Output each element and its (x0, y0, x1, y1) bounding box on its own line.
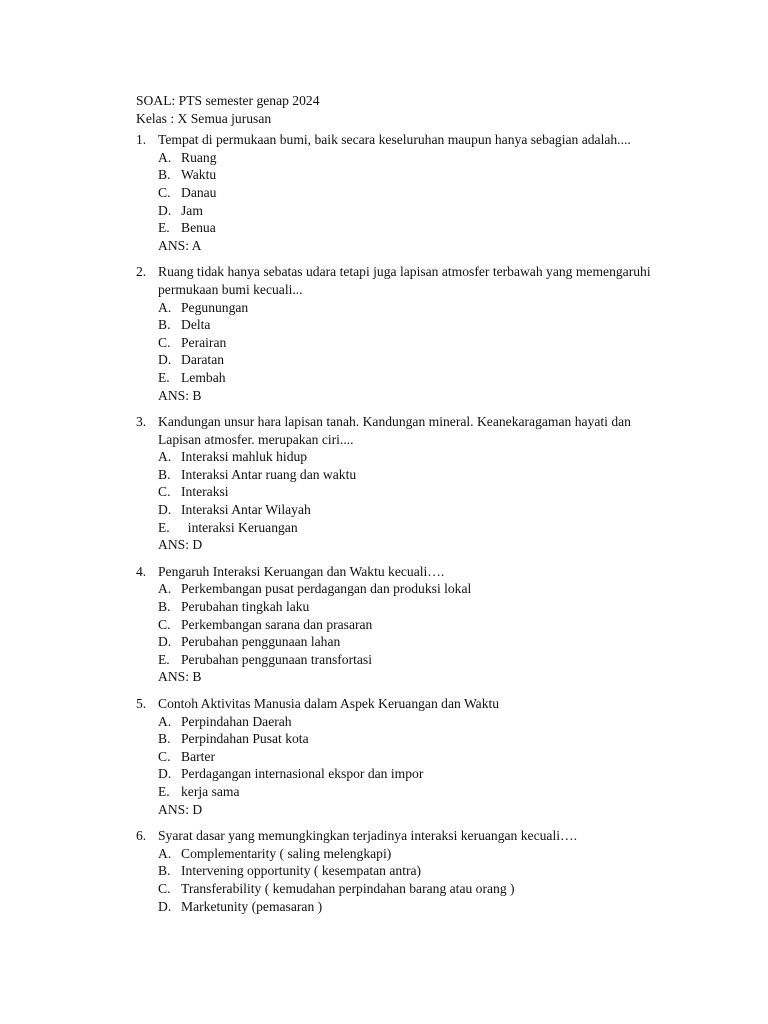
question-body (158, 413, 696, 554)
answer-option (158, 730, 696, 748)
answer-option (158, 483, 696, 501)
option-letter: C. (158, 334, 171, 350)
option-text: Barter (181, 748, 215, 764)
question-item (136, 263, 696, 404)
question-number: 6. (136, 828, 147, 844)
answer-option (158, 202, 696, 220)
answer-option (158, 633, 696, 651)
option-letter: D. (158, 898, 172, 914)
option-letter: B. (158, 317, 171, 333)
option-letter: D. (158, 502, 172, 518)
answer-option (158, 219, 696, 237)
question-body (158, 263, 696, 404)
question-text: Pengaruh Interaksi Keruangan dan Waktu kecuali…. (158, 563, 445, 579)
question-number: 1. (136, 132, 147, 148)
question-list (136, 131, 696, 915)
answer-option (158, 862, 696, 880)
option-letter: C. (158, 484, 171, 500)
option-letter: E. (158, 369, 170, 385)
answer-option (158, 580, 696, 598)
question-item (136, 695, 696, 818)
answer-option (158, 184, 696, 202)
answer-option (158, 616, 696, 634)
question-body (158, 131, 696, 254)
question-item (136, 827, 696, 915)
answer-option (158, 765, 696, 783)
option-text: Perdagangan internasional ekspor dan impor (181, 766, 424, 782)
document-page (136, 92, 696, 915)
question-number: 3. (136, 414, 147, 430)
answer-key: ANS: D (158, 537, 203, 553)
answer-option (158, 519, 696, 537)
question-text: Ruang tidak hanya sebatas udara tetapi juga lapisan atmosfer terbawah yang memengaruhi (158, 264, 651, 280)
question-number: 2. (136, 264, 147, 280)
answer-option (158, 651, 696, 669)
option-list (158, 713, 696, 801)
answer-option (158, 898, 696, 916)
answer-option (158, 316, 696, 334)
option-letter: E. (158, 519, 170, 535)
option-text: Interaksi Antar Wilayah (181, 502, 311, 518)
option-text: Jam (181, 202, 203, 218)
answer-key: ANS: A (158, 237, 202, 253)
option-text: Delta (181, 317, 211, 333)
question-text: Syarat dasar yang memungkingkan terjadinya interaksi keruangan kecuali…. (158, 828, 577, 844)
class-label: Kelas : X Semua jurusan (136, 110, 272, 126)
option-letter: A. (158, 581, 172, 597)
option-letter: D. (158, 202, 172, 218)
answer-option (158, 351, 696, 369)
option-text: Benua (181, 220, 216, 236)
question-text: Contoh Aktivitas Manusia dalam Aspek Keruangan dan Waktu (158, 696, 500, 711)
answer-key: ANS: B (158, 669, 202, 685)
option-text: Perpindahan Pusat kota (181, 731, 309, 747)
option-letter: B. (158, 599, 171, 615)
option-list (158, 845, 696, 915)
option-text: interaksi Keruangan (181, 519, 298, 535)
option-text: kerja sama (181, 783, 240, 799)
option-text: Perpindahan Daerah (181, 713, 292, 729)
option-letter: C. (158, 880, 171, 896)
option-letter: C. (158, 616, 171, 632)
option-letter: A. (158, 449, 172, 465)
option-text: Perubahan penggunaan transfortasi (181, 651, 373, 667)
question-text: Kandungan unsur hara lapisan tanah. Kandungan mineral. Keanekaragaman hayati dan (158, 414, 631, 430)
option-letter: D. (158, 766, 172, 782)
option-letter: E. (158, 220, 170, 236)
answer-option (158, 783, 696, 801)
answer-option (158, 466, 696, 484)
answer-option (158, 149, 696, 167)
option-letter: A. (158, 299, 172, 315)
option-text: Transferability ( kemudahan perpindahan barang atau orang ) (181, 880, 515, 896)
option-letter: B. (158, 466, 171, 482)
option-letter: C. (158, 184, 171, 200)
answer-option (158, 748, 696, 766)
option-text: Lembah (181, 369, 226, 385)
option-text: Interaksi mahluk hidup (181, 449, 308, 465)
answer-option (158, 166, 696, 184)
option-letter: C. (158, 748, 171, 764)
question-body (158, 827, 696, 915)
answer-option (158, 713, 696, 731)
option-text: Interaksi Antar ruang dan waktu (181, 466, 357, 482)
option-text: Waktu (181, 167, 217, 183)
answer-key: ANS: B (158, 387, 202, 403)
question-body (158, 563, 696, 686)
question-item (136, 413, 696, 554)
answer-option (158, 369, 696, 387)
option-list (158, 448, 696, 536)
option-letter: D. (158, 352, 172, 368)
answer-option (158, 501, 696, 519)
answer-option (158, 299, 696, 317)
option-text: Perairan (181, 334, 227, 350)
answer-option (158, 598, 696, 616)
question-text: permukaan bumi kecuali... (158, 281, 303, 297)
answer-key: ANS: D (158, 801, 203, 817)
answer-option (158, 448, 696, 466)
option-letter: D. (158, 634, 172, 650)
option-letter: B. (158, 863, 171, 879)
option-text: Marketunity (pemasaran ) (181, 898, 323, 914)
answer-option (158, 334, 696, 352)
question-item (136, 563, 696, 686)
option-text: Perubahan tingkah laku (181, 599, 310, 615)
option-list (158, 149, 696, 237)
option-letter: E. (158, 651, 170, 667)
option-list (158, 580, 696, 668)
answer-option (158, 845, 696, 863)
option-letter: E. (158, 783, 170, 799)
option-text: Complementarity ( saling melengkapi) (181, 845, 392, 861)
question-item (136, 131, 696, 254)
option-text: Perubahan penggunaan lahan (181, 634, 341, 650)
option-letter: A. (158, 845, 172, 861)
answer-option (158, 880, 696, 898)
option-letter: A. (158, 713, 172, 729)
question-text: Tempat di permukaan bumi, baik secara keseluruhan maupun hanya sebagian adalah.... (158, 132, 631, 148)
option-text: Ruang (181, 149, 217, 165)
question-body (158, 695, 696, 818)
option-text: Pegunungan (181, 299, 249, 315)
option-text: Perkembangan pusat perdagangan dan produksi lokal (181, 581, 472, 597)
document-title: SOAL: PTS semester genap 2024 (136, 93, 320, 108)
option-list (158, 299, 696, 387)
question-number: 5. (136, 696, 147, 711)
question-number: 4. (136, 563, 147, 579)
option-letter: B. (158, 167, 171, 183)
option-text: Daratan (181, 352, 225, 368)
option-letter: B. (158, 731, 171, 747)
option-letter: A. (158, 149, 172, 165)
option-text: Interaksi (181, 484, 229, 500)
option-text: Danau (181, 184, 217, 200)
option-text: Perkembangan sarana dan prasaran (181, 616, 373, 632)
question-text: Lapisan atmosfer. merupakan ciri.... (158, 431, 354, 447)
option-text: Intervening opportunity ( kesempatan antra) (181, 863, 422, 879)
